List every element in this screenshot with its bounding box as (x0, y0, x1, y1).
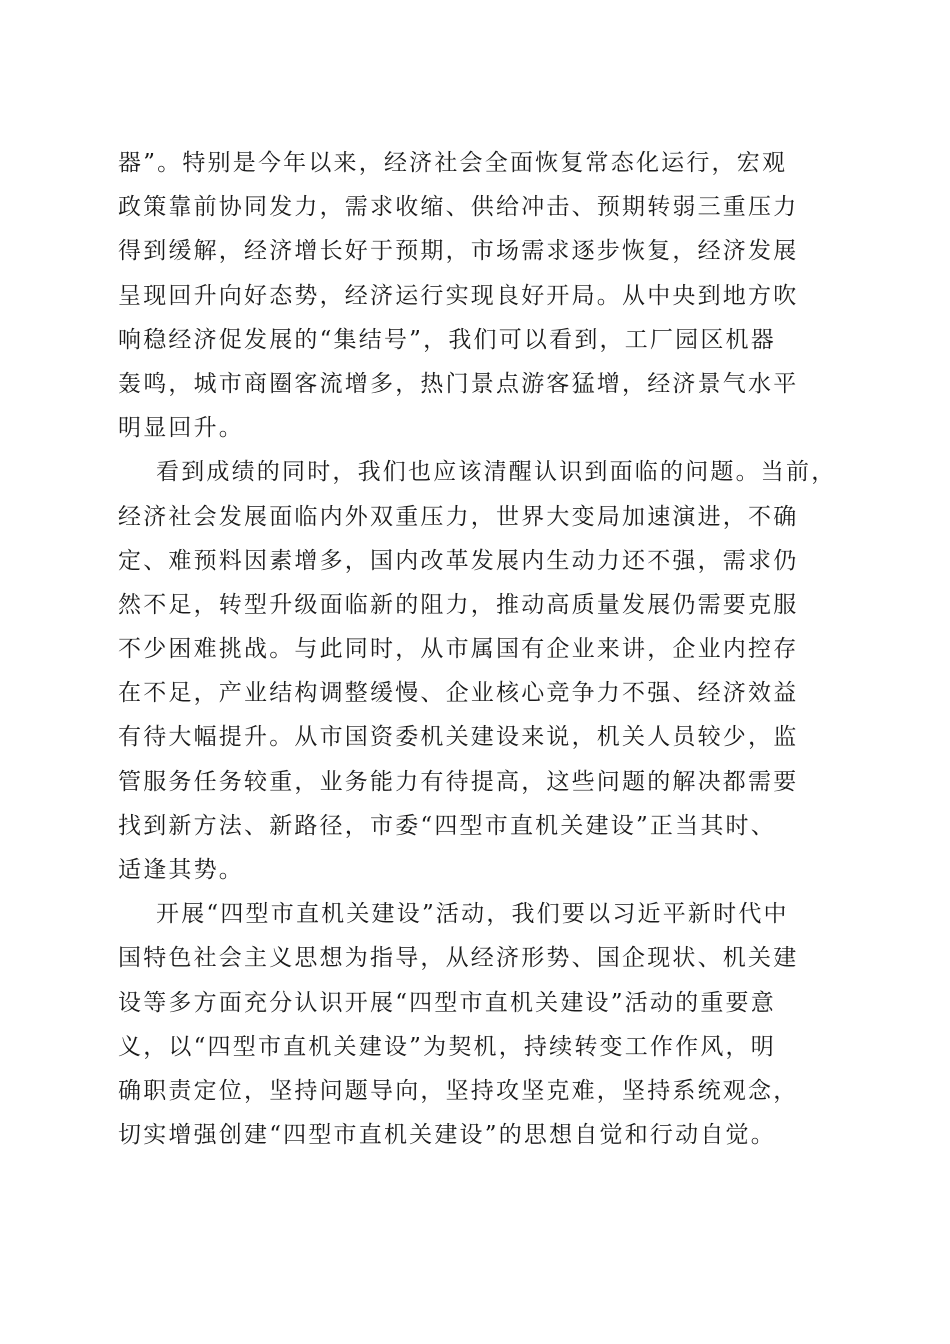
text-line: 轰鸣，城市商圈客流增多，热门景点游客猛增，经济景气水平 (118, 370, 799, 397)
text-line: 看到成绩的同时，我们也应该清醒认识到面临的问题。当前， (156, 459, 837, 486)
document-body (118, 141, 837, 1157)
paragraph-1 (118, 141, 830, 450)
paragraph-3 (118, 892, 830, 1157)
text-line: 政策靠前协同发力，需求收缩、供给冲击、预期转弱三重压力 (118, 194, 799, 221)
paragraph-2 (118, 450, 837, 892)
text-line: 义，以“四型市直机关建设”为契机，持续转变工作作风，明 (118, 1033, 776, 1060)
text-line: 在不足，产业结构调整缓慢、企业核心竞争力不强、经济效益 (118, 680, 799, 707)
text-line: 定、难预料因素增多，国内改革发展内生动力还不强，需求仍 (118, 547, 799, 574)
text-line: 适逢其势。 (118, 857, 244, 883)
text-line: 有待大幅提升。从市国资委机关建设来说，机关人员较少，监 (118, 724, 799, 751)
text-line: 切实增强创建“四型市直机关建设”的思想自觉和行动自觉。 (118, 1122, 776, 1149)
text-line: 响稳经济促发展的“集结号”，我们可以看到，工厂园区机器 (118, 326, 776, 353)
text-line: 管服务任务较重，业务能力有待提高，这些问题的解决都需要 (118, 768, 799, 795)
text-line: 开展“四型市直机关建设”活动，我们要以习近平新时代中 (156, 901, 789, 928)
text-line: 明显回升。 (118, 415, 244, 442)
text-line: 确职责定位，坚持问题导向，坚持攻坚克难，坚持系统观念， (118, 1077, 799, 1104)
text-line: 国特色社会主义思想为指导，从经济形势、国企现状、机关建 (118, 945, 799, 972)
text-line: 然不足，转型升级面临新的阻力，推动高质量发展仍需要克服 (118, 591, 799, 618)
text-line: 得到缓解，经济增长好于预期，市场需求逐步恢复，经济发展 (118, 238, 799, 265)
text-line: 经济社会发展面临内外双重压力，世界大变局加速演进，不确 (118, 503, 799, 530)
text-line: 呈现回升向好态势，经济运行实现良好开局。从中央到地方吹 (118, 282, 799, 309)
text-line: 不少困难挑战。与此同时，从市属国有企业来讲，企业内控存 (118, 636, 799, 663)
text-line: 设等多方面充分认识开展“四型市直机关建设”活动的重要意 (118, 989, 776, 1016)
text-line: 找到新方法、新路径，市委“四型市直机关建设”正当其时、 (118, 812, 776, 839)
text-line: 器”。特别是今年以来，经济社会全面恢复常态化运行，宏观 (118, 150, 788, 176)
